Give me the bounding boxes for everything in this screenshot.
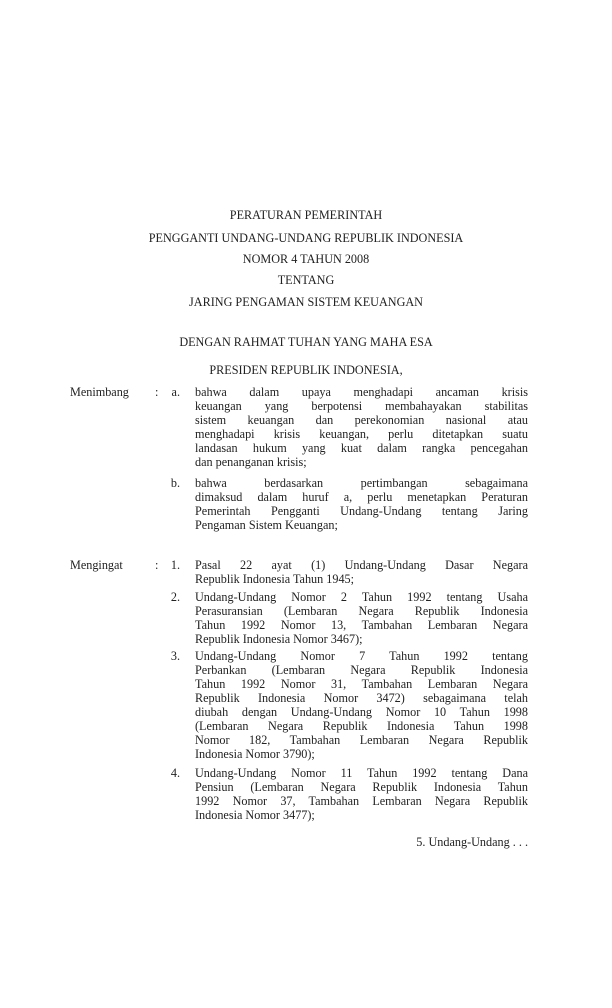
text-line: bahwa dalam upaya menghadapi ancaman krisis <box>195 385 528 399</box>
mengingat-label: Mengingat <box>70 558 123 572</box>
text-line: Tahun 1992 Nomor 13, Tambahan Lembaran Negara <box>195 618 528 632</box>
menimbang-item-marker: a. <box>171 385 180 399</box>
text-line: Republik Indonesia Nomor 3472) sebagaimana telah <box>195 691 528 705</box>
menimbang-colon: : <box>155 385 159 399</box>
mengingat-item-text <box>195 766 528 822</box>
menimbang-label: Menimbang <box>70 385 129 399</box>
text-line: Republik Indonesia Tahun 1945; <box>195 572 355 586</box>
mengingat-item-marker: 3. <box>170 649 180 663</box>
text-line: Undang-Undang Nomor 2 Tahun 1992 tentang Usaha <box>195 590 528 604</box>
text-line: Perasuransian (Lembaran Negara Republik Indonesia <box>195 604 528 618</box>
text-line: diubah dengan Undang-Undang Nomor 10 Tahun 1998 <box>195 705 528 719</box>
text-line: Undang-Undang Nomor 7 Tahun 1992 tentang <box>195 649 528 663</box>
invocation: DENGAN RAHMAT TUHAN YANG MAHA ESA <box>179 335 433 349</box>
menimbang-item-marker: b. <box>170 476 180 490</box>
text-line: menghadapi krisis keuangan, perlu ditetapkan suatu <box>195 427 528 441</box>
text-line: Tahun 1992 Nomor 31, Tambahan Lembaran Negara <box>195 677 528 691</box>
text-line: landasan hukum yang kuat dalam rangka pencegahan <box>195 441 528 455</box>
text-line: Pemerintah Pengganti Undang-Undang tentang Jaring <box>195 504 528 518</box>
title-line-3: NOMOR 4 TAHUN 2008 <box>242 252 370 266</box>
mengingat-item-marker: 2. <box>170 590 180 604</box>
title-line-2: PENGGANTI UNDANG-UNDANG REPUBLIK INDONESIA <box>148 231 464 245</box>
mengingat-item-marker: 1. <box>170 558 180 572</box>
text-line: Pensiun (Lembaran Negara Republik Indonesia Tahun <box>195 780 528 794</box>
mengingat-item-text <box>195 649 528 761</box>
mengingat-item-marker: 4. <box>170 766 180 780</box>
text-line: Indonesia Nomor 3790); <box>195 747 315 761</box>
text-line: 1992 Nomor 37, Tambahan Lembaran Negara Republik <box>195 794 528 808</box>
text-line: dimaksud dalam huruf a, perlu menetapkan Peraturan <box>195 490 528 504</box>
text-line: keuangan yang berpotensi membahayakan stabilitas <box>195 399 528 413</box>
text-line: Pasal 22 ayat (1) Undang-Undang Dasar Negara <box>195 558 528 572</box>
title-line-1: PERATURAN PEMERINTAH <box>229 208 383 222</box>
text-line: Pengaman Sistem Keuangan; <box>195 518 338 532</box>
page-continuation: 5. Undang-Undang . . . <box>416 835 528 849</box>
text-line: (Lembaran Negara Republik Indonesia Tahun 1998 <box>195 719 528 733</box>
text-line: Undang-Undang Nomor 11 Tahun 1992 tentang Dana <box>195 766 528 780</box>
text-line: sistem keuangan dan perekonomian nasional atau <box>195 413 528 427</box>
mengingat-item-text <box>195 590 528 646</box>
text-line: Nomor 182, Tambahan Lembaran Negara Republik <box>195 733 528 747</box>
text-line: bahwa berdasarkan pertimbangan sebagaimana <box>195 476 528 490</box>
text-line: dan penanganan krisis; <box>195 455 307 469</box>
text-line: Republik Indonesia Nomor 3467); <box>195 632 363 646</box>
mengingat-colon: : <box>155 558 159 572</box>
menimbang-item-text <box>195 476 528 532</box>
text-line: Indonesia Nomor 3477); <box>195 808 315 822</box>
president-heading: PRESIDEN REPUBLIK INDONESIA, <box>209 363 403 377</box>
menimbang-item-text <box>195 385 528 469</box>
mengingat-item-text <box>195 558 528 586</box>
text-line: Perbankan (Lembaran Negara Republik Indonesia <box>195 663 528 677</box>
title-line-4: TENTANG <box>277 273 335 287</box>
title-line-5: JARING PENGAMAN SISTEM KEUANGAN <box>189 295 423 309</box>
